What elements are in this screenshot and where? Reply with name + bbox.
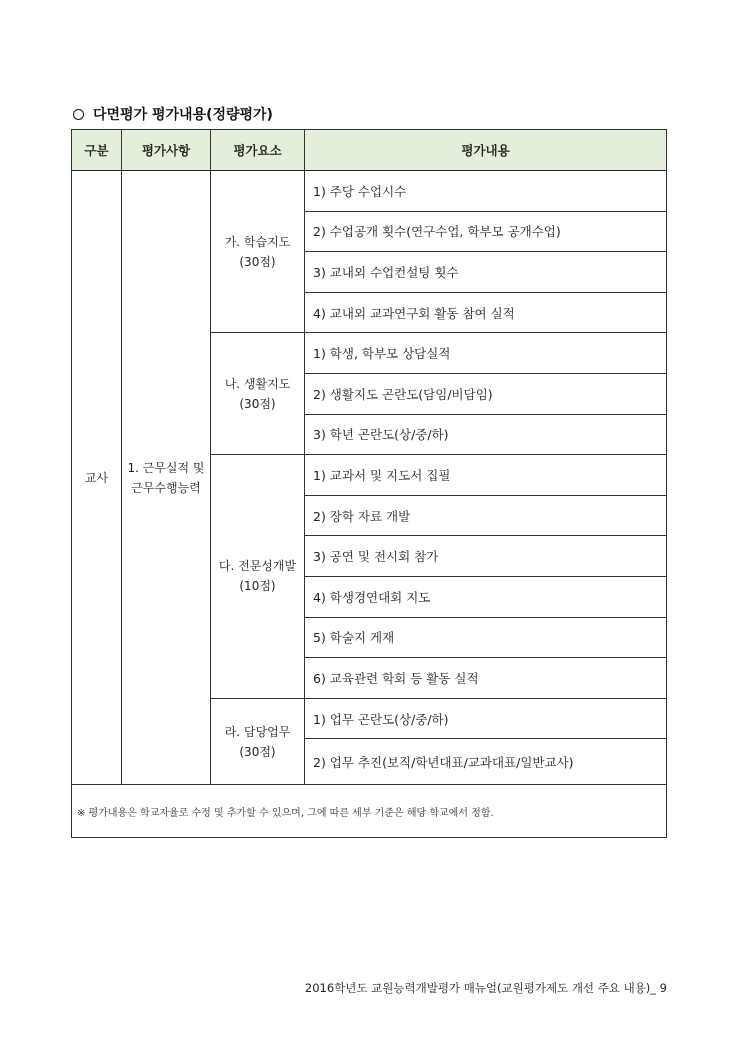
element-name: 라. 담당업무 [224,724,291,739]
evaluation-table [71,129,667,838]
element-points: (10점) [239,579,276,594]
content-item: 1) 교과서 및 지도서 집필 [305,455,667,496]
content-item: 5) 학술지 게재 [305,617,667,658]
element-cell [211,698,305,785]
content-item: 2) 생활지도 곤란도(담임/비담임) [305,373,667,414]
element-name: 나. 생활지도 [224,376,291,391]
table-note: ※ 평가내용은 학교자율로 수정 및 추가할 수 있으며, 그에 따른 세부 기준은 해당 학교에서 정함. [72,785,667,838]
content-item: 3) 공연 및 전시회 참가 [305,536,667,577]
section-heading-text: 다면평가 평가내용(정량평가) [93,107,273,123]
content-item: 2) 수업공개 횟수(연구수업, 학부모 공개수업) [305,211,667,252]
category-cell: 교사 [72,171,122,785]
content-item: 6) 교육관련 학회 등 활동 실적 [305,658,667,699]
page-footer: 2016학년도 교원능력개발평가 매뉴얼(교원평가제도 개선 주요 내용)_ 9 [304,981,667,995]
element-cell [211,333,305,455]
content-item: 3) 학년 곤란도(상/중/하) [305,414,667,455]
content-item: 4) 학생경연대회 지도 [305,576,667,617]
matter-line: 1. 근무실적 및 [127,460,205,475]
header-content: 평가내용 [305,130,667,171]
element-cell [211,455,305,699]
element-points: (30점) [239,396,276,411]
header-element: 평가요소 [211,130,305,171]
content-item: 1) 주당 수업시수 [305,171,667,212]
element-points: (30점) [239,744,276,759]
content-item: 1) 업무 곤란도(상/중/하) [305,698,667,739]
element-name: 가. 학습지도 [224,234,291,249]
element-name: 다. 전문성개발 [218,559,297,574]
element-points: (30점) [239,254,276,269]
content-item: 3) 교내외 수업컨설팅 횟수 [305,252,667,293]
matter-cell [122,171,211,785]
content-item: 4) 교내외 교과연구회 활동 참여 실적 [305,292,667,333]
table-header-row [72,130,667,171]
content-item: 2) 장학 자료 개발 [305,495,667,536]
header-category: 구분 [72,130,122,171]
note-row [72,785,667,838]
content-item: 2) 업무 추진(보직/학년대표/교과대표/일반교사) [305,739,667,785]
header-matter: 평가사항 [122,130,211,171]
element-cell [211,171,305,333]
content-item: 1) 학생, 학부모 상담실적 [305,333,667,374]
circle-bullet-icon [73,109,84,120]
section-heading [73,104,273,124]
table-row [72,171,667,212]
matter-line: 근무수행능력 [131,480,201,495]
